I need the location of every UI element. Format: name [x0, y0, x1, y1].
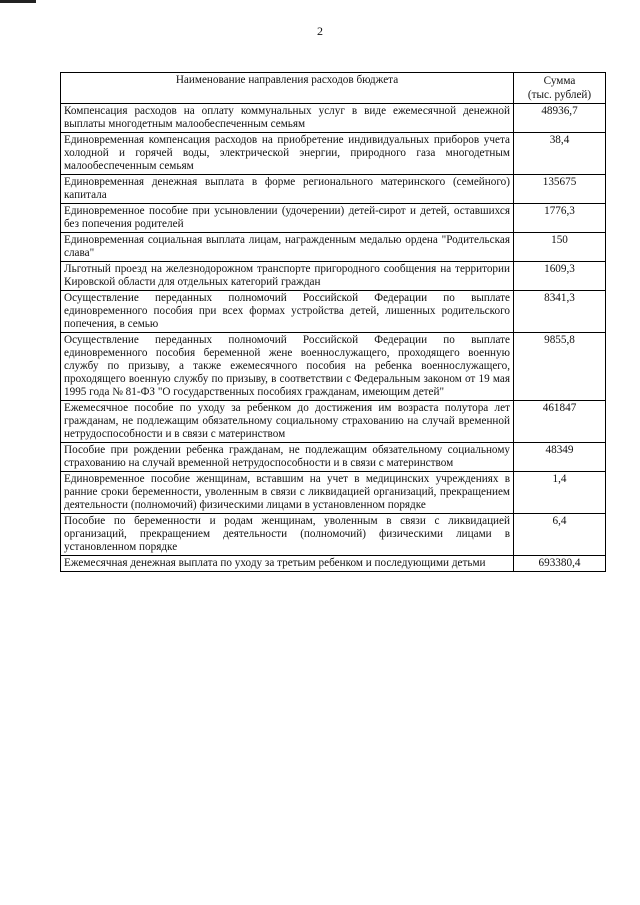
- budget-expenses-table: [60, 72, 606, 572]
- header-sum-label: Сумма: [543, 75, 576, 87]
- table-row: [61, 401, 606, 443]
- row-amount: 693380,4: [514, 556, 606, 572]
- row-amount: 48349: [514, 443, 606, 472]
- table-row: [61, 291, 606, 333]
- row-amount: 9855,8: [514, 333, 606, 401]
- row-amount: 150: [514, 233, 606, 262]
- page-number: 2: [317, 24, 323, 38]
- row-amount: 48936,7: [514, 104, 606, 133]
- row-name: Осуществление переданных полномочий Российской Федерации по выплате единовременного пособия беременной жене военнослужащего, проходящего военную службу по призыву, а также ежемесячного пособия на ребенка военнослужащего, проходящего военную службу по призыву, в соответствии с Федеральным законом от 19 мая 1995 года № 81-ФЗ "О государственных пособиях гражданам, имеющим детей": [61, 333, 514, 401]
- row-name: Пособие при рождении ребенка гражданам, не подлежащим обязательному социальному страхованию на случай временной нетрудоспособности и в связи с материнством: [61, 443, 514, 472]
- table-row: [61, 104, 606, 133]
- row-name: Единовременное пособие при усыновлении (удочерении) детей-сирот и детей, оставшихся без попечения родителей: [61, 204, 514, 233]
- table-body: [61, 104, 606, 572]
- row-amount: 1,4: [514, 472, 606, 514]
- table-row: [61, 204, 606, 233]
- row-amount: 135675: [514, 175, 606, 204]
- row-amount: 6,4: [514, 514, 606, 556]
- row-name: Ежемесячное пособие по уходу за ребенком до достижения им возраста полутора лет гражданам, не подлежащим обязательному социальному страхованию на случай временной нетрудоспособности и в связи с материнством: [61, 401, 514, 443]
- table-row: [61, 262, 606, 291]
- table-row: [61, 472, 606, 514]
- row-amount: 1609,3: [514, 262, 606, 291]
- row-name: Компенсация расходов на оплату коммунальных услуг в виде ежемесячной денежной выплаты многодетным малообеспеченным семьям: [61, 104, 514, 133]
- table-row: [61, 443, 606, 472]
- table-row: [61, 333, 606, 401]
- row-amount: 461847: [514, 401, 606, 443]
- row-name: Единовременная компенсация расходов на приобретение индивидуальных приборов учета холодной и горячей воды, электрической энергии, природного газа многодетным малообеспеченным семьям: [61, 133, 514, 175]
- table-row: [61, 233, 606, 262]
- table-row: [61, 133, 606, 175]
- row-name: Пособие по беременности и родам женщинам, уволенным в связи с ликвидацией организаций, прекращением деятельности (полномочий) физическими лицами в установленном порядке: [61, 514, 514, 556]
- row-name: Осуществление переданных полномочий Российской Федерации по выплате единовременного пособия при всех формах устройства детей, лишенных родительского попечения, в семью: [61, 291, 514, 333]
- table-header-row: [61, 73, 606, 104]
- header-name: Наименование направления расходов бюджета: [61, 73, 514, 104]
- scan-mark: [0, 0, 36, 3]
- header-sum-unit: (тыс. рублей): [527, 89, 592, 101]
- table-row: [61, 514, 606, 556]
- row-name: Единовременная социальная выплата лицам, награжденным медалью ордена "Родительская слава": [61, 233, 514, 262]
- row-name: Льготный проезд на железнодорожном транспорте пригородного сообщения на территории Кировской области для отдельных категорий граждан: [61, 262, 514, 291]
- row-name: Ежемесячная денежная выплата по уходу за третьим ребенком и последующими детьми: [61, 556, 514, 572]
- row-amount: 8341,3: [514, 291, 606, 333]
- row-amount: 38,4: [514, 133, 606, 175]
- header-sum: [514, 73, 606, 104]
- table-row: [61, 175, 606, 204]
- row-amount: 1776,3: [514, 204, 606, 233]
- row-name: Единовременное пособие женщинам, вставшим на учет в медицинских учреждениях в ранние сроки беременности, уволенным в связи с ликвидацией организаций, прекращением деятельности (полномочий) физическими лицами в установленном порядке: [61, 472, 514, 514]
- row-name: Единовременная денежная выплата в форме регионального материнского (семейного) капитала: [61, 175, 514, 204]
- table-row: [61, 556, 606, 572]
